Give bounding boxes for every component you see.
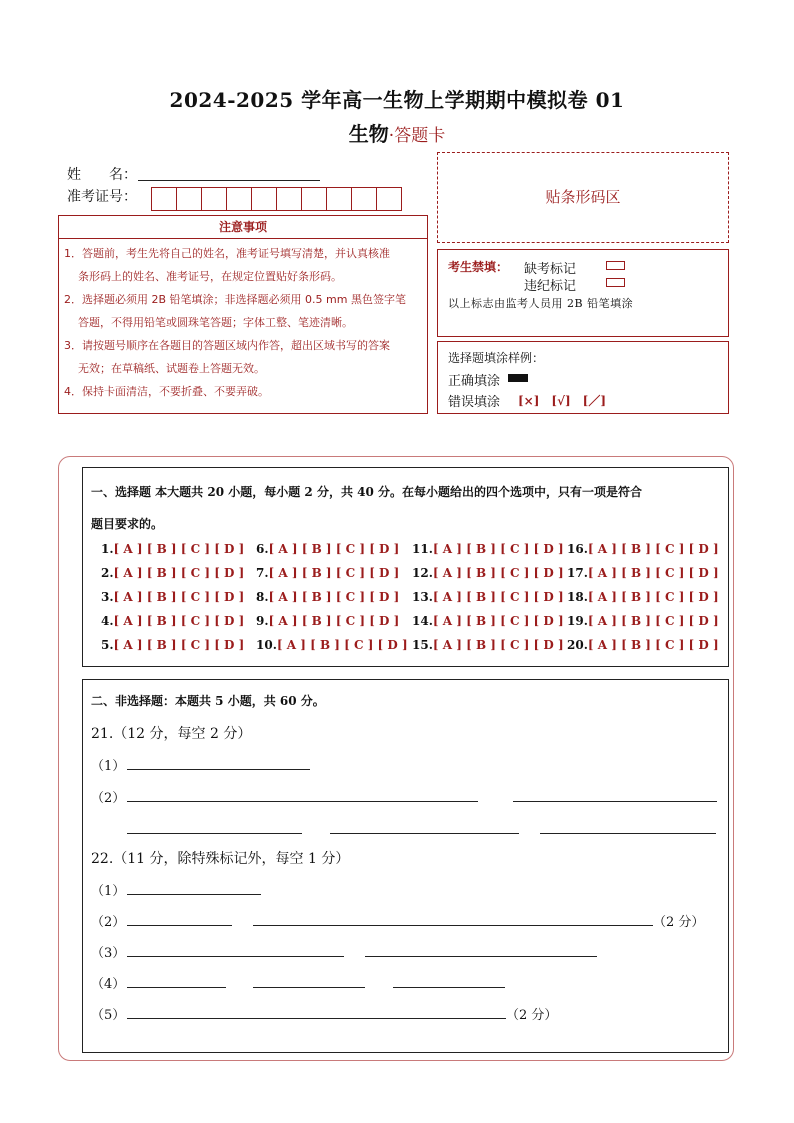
choice-column-2 [256,537,408,657]
q21-part1-label: （1） [91,759,126,774]
exam-marks-note: 以上标志由监考人员用 2B 铅笔填涂 [448,297,634,310]
id-number-boxes[interactable] [152,187,402,211]
id-digit-box[interactable] [201,187,227,211]
wrong-fill-label: 错误填涂 [448,395,501,410]
choice-row[interactable]: 4.[ A ] [ B ] [ C ] [ D ] [101,614,245,628]
q22-part2-answer-line[interactable] [127,925,232,926]
id-digit-box[interactable] [376,187,402,211]
choice-row[interactable]: 15.[ A ] [ B ] [ C ] [ D ] [412,638,564,652]
choice-row[interactable]: 8.[ A ] [ B ] [ C ] [ D ] [256,590,400,604]
notice-title: 注意事项 [59,216,427,239]
section-open [82,679,729,1053]
q22-title: 22.（11 分，除特殊标记外，每空 1 分） [91,851,350,867]
q22-part1-label: （1） [91,884,126,899]
page-subtitle [0,118,794,147]
section-choice-heading-line2: 题目要求的。 [91,517,164,531]
violation-mark-box[interactable] [606,278,625,287]
q22-part2-answer-line[interactable] [253,925,653,926]
q22-part4-answer-line[interactable] [127,987,226,988]
q21-part2-answer-line[interactable] [330,833,519,834]
page-title: 2024-2025 学年高一生物上学期期中模拟卷 01 [169,88,625,112]
section-choice [82,467,729,667]
q22-part4-answer-line[interactable] [393,987,505,988]
choice-row[interactable]: 6.[ A ] [ B ] [ C ] [ D ] [256,542,400,556]
q22-part1-answer-line[interactable] [127,894,261,895]
name-field[interactable] [138,180,320,181]
choice-row[interactable]: 2.[ A ] [ B ] [ C ] [ D ] [101,566,245,580]
exam-marks-box [437,249,729,337]
choice-column-3 [412,537,564,657]
q21-part2-answer-line[interactable] [127,833,302,834]
id-label: 准考证号： [67,189,137,205]
id-digit-box[interactable] [151,187,177,211]
q21-part2-label: （2） [91,791,126,806]
absent-mark-box[interactable] [606,261,625,270]
choice-row[interactable]: 5.[ A ] [ B ] [ C ] [ D ] [101,638,245,652]
q21-part1-answer-line[interactable] [127,769,310,770]
choice-row[interactable]: 13.[ A ] [ B ] [ C ] [ D ] [412,590,564,604]
violation-mark-label: 违纪标记 [524,279,577,294]
choice-row[interactable]: 17.[ A ] [ B ] [ C ] [ D ] [567,566,719,580]
section-open-heading: 二、非选择题：本题共 5 小题，共 60 分。 [91,694,325,708]
q22-part4-label: （4） [91,977,126,992]
notice-item: 2．选择题必须用 2B 铅笔填涂；非选择题必须用 0.5 mm 黑色签字笔 答题，不得用铅笔或圆珠笔答题；字体工整、笔迹清晰。 [64,293,406,329]
notice-item: 3．请按题号顺序在各题目的答题区域内作答，超出区域书写的答案 无效；在草稿纸、试题卷上答题无效。 [64,339,390,375]
choice-row[interactable]: 20.[ A ] [ B ] [ C ] [ D ] [567,638,719,652]
answer-card-label: 答题卡 [394,126,446,146]
notice-item: 1．答题前，考生先将自己的姓名，准考证号填写清楚，并认真核准 条形码上的姓名、准考证号，在规定位置贴好条形码。 [64,247,390,283]
name-label: 姓 名： [67,167,137,183]
absent-mark-label: 缺考标记 [524,262,577,277]
choice-row[interactable]: 18.[ A ] [ B ] [ C ] [ D ] [567,590,719,604]
q21-part2-answer-line[interactable] [513,801,717,802]
q22-part5-score: （2 分） [506,1008,558,1023]
id-digit-box[interactable] [301,187,327,211]
choice-row[interactable]: 19.[ A ] [ B ] [ C ] [ D ] [567,614,719,628]
q22-part3-label: （3） [91,946,126,961]
correct-fill-label: 正确填涂 [448,374,501,389]
choice-row[interactable]: 14.[ A ] [ B ] [ C ] [ D ] [412,614,564,628]
q22-part5-answer-line[interactable] [127,1018,506,1019]
choice-row[interactable]: 1.[ A ] [ B ] [ C ] [ D ] [101,542,245,556]
barcode-area [437,152,729,243]
subtitle-separator: · [388,126,395,146]
q22-part3-answer-line[interactable] [365,956,597,957]
fill-example-box [437,341,729,414]
q22-part4-answer-line[interactable] [253,987,365,988]
choice-row[interactable]: 3.[ A ] [ B ] [ C ] [ D ] [101,590,245,604]
notice-item: 4．保持卡面清洁，不要折叠、不要弄破。 [64,385,269,398]
barcode-label: 贴条形码区 [545,188,621,206]
id-digit-box[interactable] [251,187,277,211]
id-digit-box[interactable] [276,187,302,211]
q22-part5-label: （5） [91,1008,126,1023]
id-digit-box[interactable] [351,187,377,211]
q22-part3-answer-line[interactable] [127,956,344,957]
choice-column-4 [567,537,719,657]
q21-title: 21.（12 分，每空 2 分） [91,726,252,742]
choice-row[interactable]: 12.[ A ] [ B ] [ C ] [ D ] [412,566,564,580]
id-digit-box[interactable] [326,187,352,211]
choice-column-1 [101,537,244,657]
id-digit-box[interactable] [176,187,202,211]
choice-row[interactable]: 16.[ A ] [ B ] [ C ] [ D ] [567,542,719,556]
subject-label: 生物 [348,122,389,146]
wrong-fill-marks: [×] [√] [／] [518,394,607,408]
id-digit-box[interactable] [226,187,252,211]
q21-part2-answer-line[interactable] [540,833,716,834]
notice-box [58,215,428,414]
choice-row[interactable]: 11.[ A ] [ B ] [ C ] [ D ] [412,542,564,556]
q22-part2-score: （2 分） [653,915,705,930]
exam-marks-title: 考生禁填： [448,260,509,274]
choice-row[interactable]: 10.[ A ] [ B ] [ C ] [ D ] [256,638,408,652]
choice-row[interactable]: 7.[ A ] [ B ] [ C ] [ D ] [256,566,400,580]
choice-row[interactable]: 9.[ A ] [ B ] [ C ] [ D ] [256,614,400,628]
section-choice-heading-line1: 一、选择题 本大题共 20 小题，每小题 2 分，共 40 分。在每小题给出的四个选项中，只有一项是符合 [91,485,642,499]
q21-part2-answer-line[interactable] [127,801,478,802]
fill-example-title: 选择题填涂样例： [448,351,545,365]
filled-mark-sample [508,374,528,382]
q22-part2-label: （2） [91,915,126,930]
